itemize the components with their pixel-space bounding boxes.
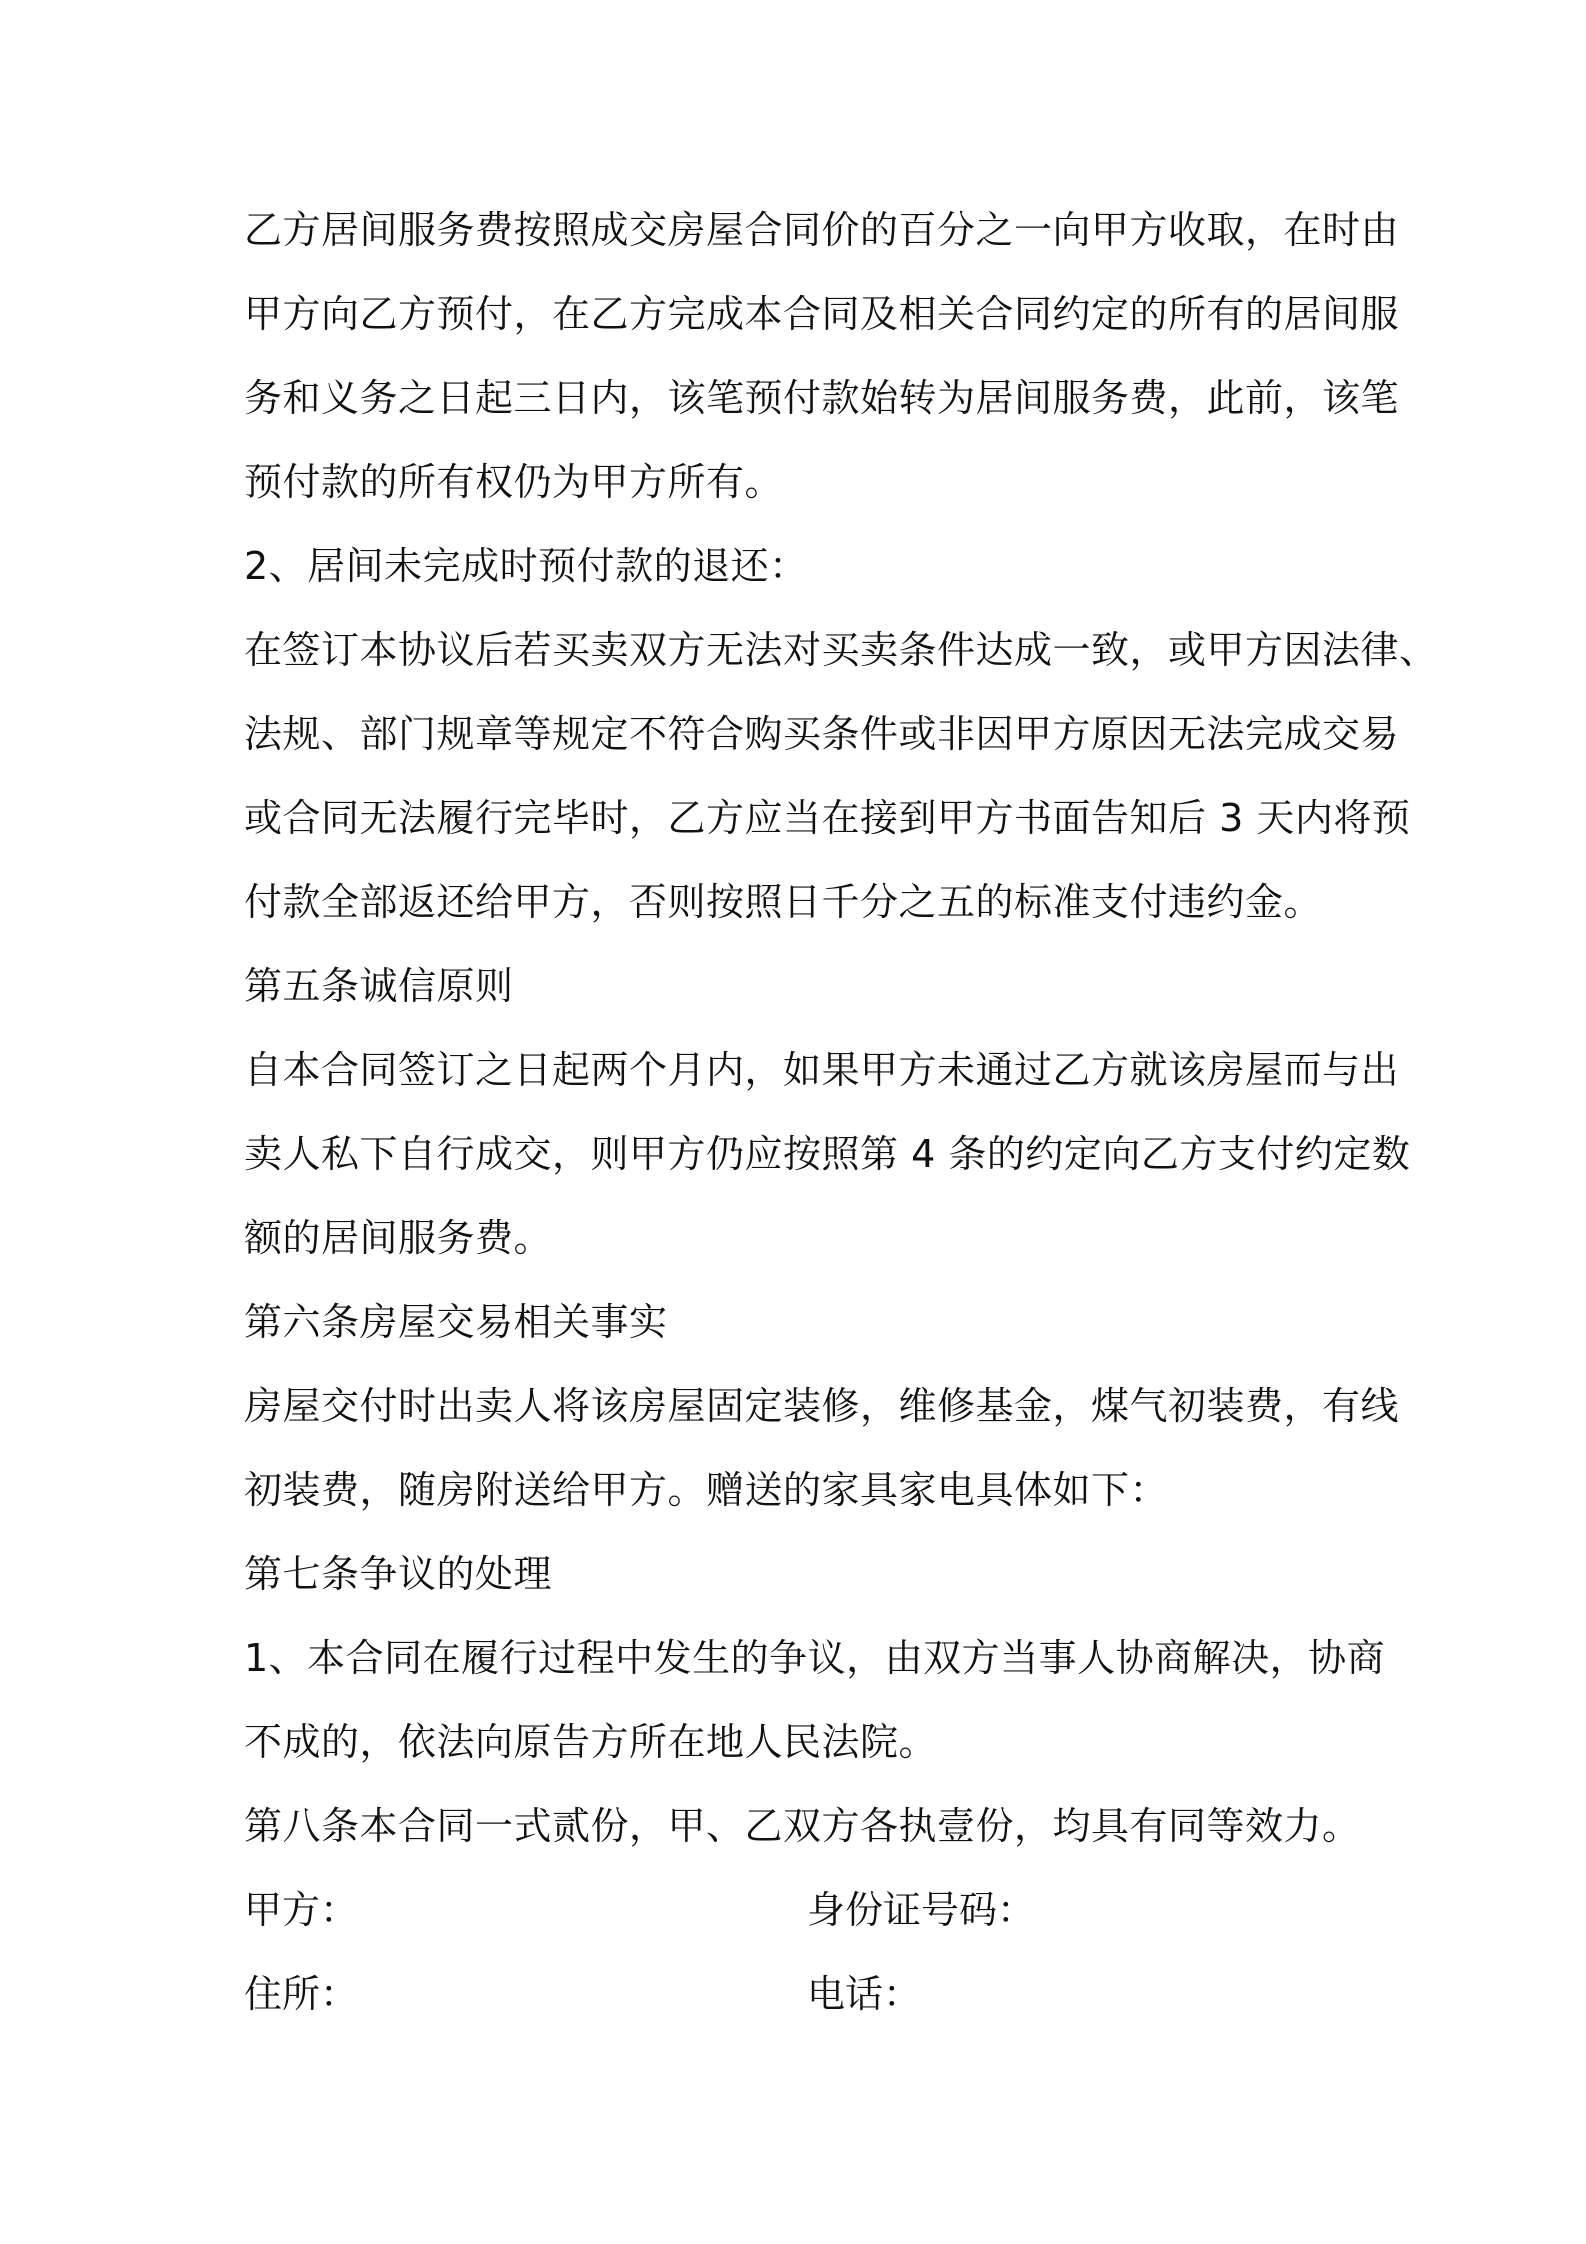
id-number-label: 身份证号码： [807, 1888, 1036, 1932]
article-heading: 第六条房屋交易相关事实 [244, 1300, 668, 1344]
paragraph-line: 或合同无法履行完毕时，乙方应当在接到甲方书面告知后 3 天内将预 [244, 796, 1411, 840]
paragraph-line: 卖人私下自行成交，则甲方仍应按照第 4 条的约定向乙方支付约定数 [244, 1132, 1411, 1176]
paragraph-line: 初装费，随房附送给甲方。赠送的家具家电具体如下： [244, 1468, 1169, 1512]
paragraph-line: 务和义务之日起三日内，该笔预付款始转为居间服务费，此前，该笔 [244, 376, 1400, 420]
signature-row-1 [244, 1868, 1374, 1952]
phone-label: 电话： [807, 1972, 922, 2016]
article-heading: 第八条本合同一式贰份，甲、乙双方各执壹份，均具有同等效力。 [244, 1804, 1361, 1848]
signature-row-2 [244, 1952, 1374, 2036]
paragraph-line: 1、本合同在履行过程中发生的争议，由双方当事人协商解决，协商 [244, 1636, 1386, 1680]
paragraph-line: 甲方向乙方预付，在乙方完成本合同及相关合同约定的所有的居间服 [244, 292, 1400, 336]
paragraph-line: 乙方居间服务费按照成交房屋合同价的百分之一向甲方收取，在时由 [244, 208, 1400, 252]
paragraph-line: 在签订本协议后若买卖双方无法对买卖条件达成一致，或甲方因法律、 [244, 628, 1438, 672]
paragraph-line: 法规、部门规章等规定不符合购买条件或非因甲方原因无法完成交易 [244, 712, 1400, 756]
paragraph-line: 自本合同签订之日起两个月内，如果甲方未通过乙方就该房屋而与出 [244, 1048, 1400, 1092]
party-a-label: 甲方： [244, 1888, 359, 1932]
paragraph-line: 不成的，依法向原告方所在地人民法院。 [244, 1720, 938, 1764]
paragraph-line: 房屋交付时出卖人将该房屋固定装修，维修基金，煤气初装费，有线 [244, 1384, 1400, 1428]
address-label: 住所： [244, 1972, 359, 2016]
paragraph-line: 预付款的所有权仍为甲方所有。 [244, 460, 784, 504]
paragraph-line: 付款全部返还给甲方，否则按照日千分之五的标准支付违约金。 [244, 880, 1323, 924]
article-heading: 第五条诚信原则 [244, 964, 514, 1008]
article-heading: 第七条争议的处理 [244, 1552, 553, 1596]
paragraph-line: 额的居间服务费。 [244, 1216, 553, 1260]
contract-body [244, 188, 1438, 1868]
section-subheading: 2、居间未完成时预付款的退还： [244, 544, 808, 588]
